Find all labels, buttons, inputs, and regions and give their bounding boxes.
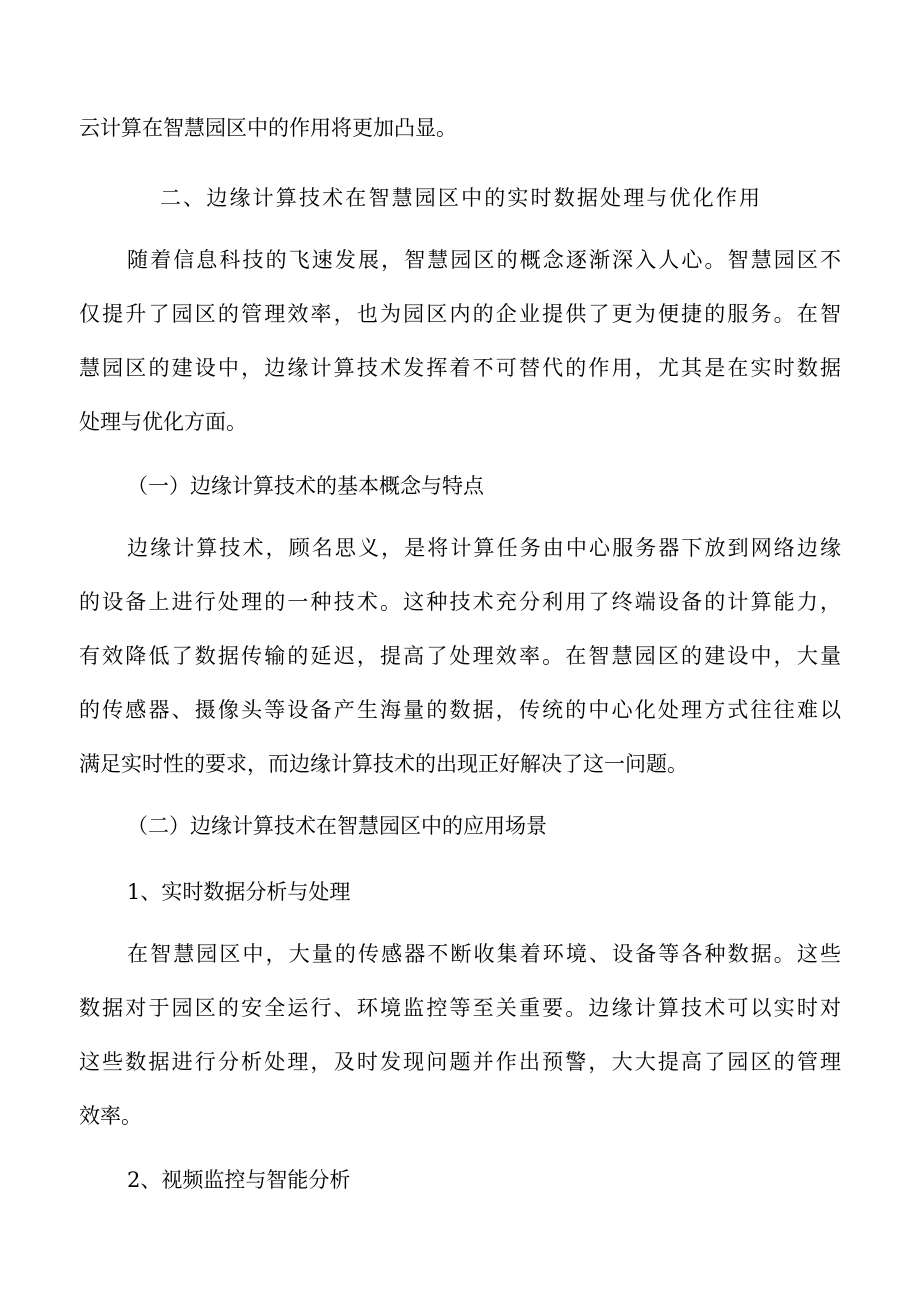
paragraph-line: 满足实时性的要求，而边缘计算技术的出现正好解决了这一问题。 <box>79 752 688 776</box>
paragraph-line <box>0 299 920 329</box>
paragraph-line-text: 数据对于园区的安全运行、环境监控等至关重要。边缘计算技术可以实时对 <box>79 996 841 1020</box>
paragraph-line-text: 在智慧园区中，大量的传感器不断收集着环境、设备等各种数据。这些 <box>127 942 841 966</box>
paragraph-line-text: 边缘计算技术，顾名思义，是将计算任务由中心服务器下放到网络边缘 <box>127 536 841 560</box>
section-heading-text: 二、边缘计算技术在智慧园区中的实时数据处理与优化作用 <box>160 186 760 210</box>
paragraph-line <box>0 641 920 671</box>
paragraph-line: 云计算在智慧园区中的作用将更加凸显。 <box>79 116 457 140</box>
subsection-heading: （一）边缘计算技术的基本概念与特点 <box>127 474 484 498</box>
paragraph-line <box>0 533 920 563</box>
paragraph-line <box>0 939 920 969</box>
paragraph-line-text: 的传感器、摄像头等设备产生海量的数据，传统的中心化处理方式往往难以 <box>79 698 841 722</box>
paragraph-line-text: 有效降低了数据传输的延迟，提高了处理效率。在智慧园区的建设中，大量 <box>79 644 841 668</box>
paragraph-line <box>0 353 920 383</box>
paragraph-line <box>0 245 920 275</box>
paragraph-line-text: 这些数据进行分析处理，及时发现问题并作出预警，大大提高了园区的管理 <box>79 1050 841 1074</box>
section-heading <box>0 183 920 213</box>
paragraph-line-text: 仅提升了园区的管理效率，也为园区内的企业提供了更为便捷的服务。在智 <box>79 302 841 326</box>
paragraph-line <box>0 1047 920 1077</box>
paragraph-line-text: 慧园区的建设中，边缘计算技术发挥着不可替代的作用，尤其是在实时数据 <box>79 356 841 380</box>
paragraph-line <box>0 587 920 617</box>
paragraph-line <box>0 993 920 1023</box>
paragraph-line-text: 的设备上进行处理的一种技术。这种技术充分利用了终端设备的计算能力， <box>79 590 841 614</box>
subsection-heading: （二）边缘计算技术在智慧园区中的应用场景 <box>127 814 547 838</box>
paragraph-line-text: 随着信息科技的飞速发展，智慧园区的概念逐渐深入人心。智慧园区不 <box>127 248 841 272</box>
item-heading: 2、视频监控与智能分析 <box>127 1168 351 1192</box>
paragraph-line: 效率。 <box>79 1104 142 1128</box>
paragraph-line: 处理与优化方面。 <box>79 410 247 434</box>
paragraph-line <box>0 695 920 725</box>
item-heading: 1、实时数据分析与处理 <box>127 880 351 904</box>
